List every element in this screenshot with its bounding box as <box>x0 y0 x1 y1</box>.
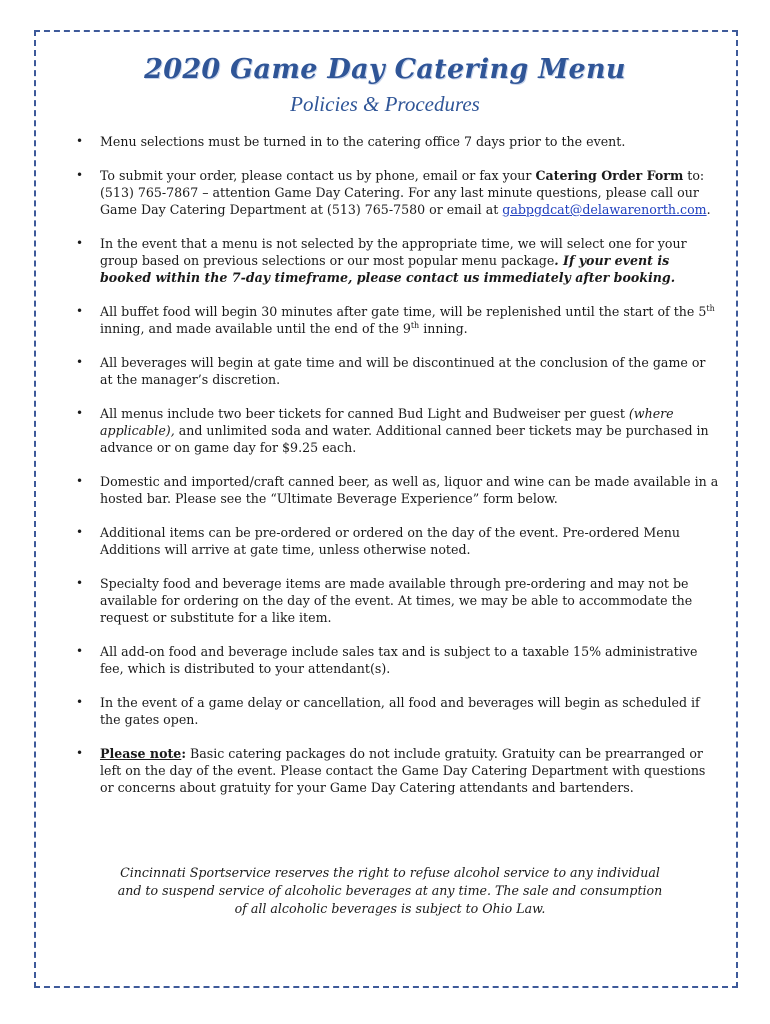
list-item: • Please note: Basic catering packages do not include gratuity. Gratuity can be prearranged or left on the day of the event. Please contact the Game Day Catering Department with questions or concerns about gratuity for your Game Day Catering attendants and bartenders. <box>76 746 706 795</box>
policy-list <box>70 133 720 813</box>
list-item: • Menu selections must be turned in to the catering office 7 days prior to the event. <box>76 134 626 149</box>
list-item: • Specialty food and beverage items are made available through pre-ordering and may not be available for ordering on the day of the event. At times, we may be able to accommodate the request or substitute for a like item. <box>76 576 693 625</box>
alcohol-policy-footer: Cincinnati Sportservice reserves the right to refuse alcohol service to any individual and to suspend service of alcoholic beverages at any time. The sale and consumption of all alcoholic beverages is subject to Ohio Law. <box>117 865 663 916</box>
list-item: • All add-on food and beverage include sales tax and is subject to a taxable 15% administrative fee, which is distributed to your attendant(s). <box>76 644 698 676</box>
list-item: • All beverages will begin at gate time and will be discontinued at the conclusion of the game or at the manager’s discretion. <box>76 355 706 387</box>
list-item: • All buffet food will begin 30 minutes after gate time, will be replenished until the start of the 5th inning, and made available until the end of the 9th inning. <box>76 303 715 336</box>
order-form-name: Catering Order Form <box>535 168 684 183</box>
booking-notice: . If your event is booked within the 7-day timeframe, please contact us immediately after booking. <box>100 253 676 285</box>
list-item: • Domestic and imported/craft canned beer, as well as, liquor and wine can be made available in a hosted bar. Please see the “Ultimate Beverage Experience” form below. <box>76 474 719 506</box>
list-item: • In the event that a menu is not selected by the appropriate time, we will select one for your group based on previous selections or our most popular menu package. If your event is booked within the 7-day timeframe, please contact us immediately after booking. <box>76 236 687 285</box>
list-item: • All menus include two beer tickets for canned Bud Light and Budweiser per guest (where applicable), and unlimited soda and water. Additional canned beer tickets may be purchased in advance or on game day for $9.25 each. <box>76 406 709 455</box>
catering-email-link[interactable]: gabpgdcat@delawarenorth.com <box>502 202 707 217</box>
list-item: • Additional items can be pre-ordered or ordered on the day of the event. Pre-ordered Menu Additions will arrive at gate time, unless otherwise noted. <box>76 525 680 557</box>
please-note-label: Please note <box>100 746 182 761</box>
list-item: • In the event of a game delay or cancellation, all food and beverages will begin as scheduled if the gates open. <box>76 695 700 727</box>
page-title: 2020 Game Day Catering Menu <box>144 54 626 85</box>
page-subtitle: Policies & Procedures <box>290 92 480 116</box>
list-item: • To submit your order, please contact us by phone, email or fax your Catering Order Form to: (513) 765-7867 – attention Game Day Catering. For any last minute questions, please call our Game Day Catering Department at (513) 765-7580 or email at gabpgdcat@delawarenorth.com. <box>76 168 711 217</box>
